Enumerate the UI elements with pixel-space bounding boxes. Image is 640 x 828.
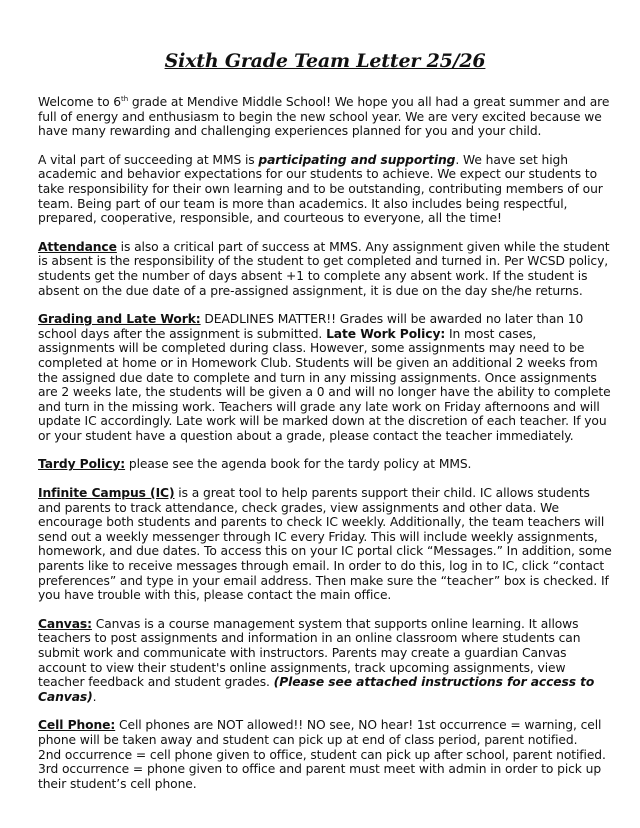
vital-paragraph — [38, 153, 612, 226]
canvas-paragraph — [38, 617, 612, 705]
vital-text-start: A vital part of succeeding at MMS is — [38, 152, 259, 167]
canvas-note: (Please see attached instructions for access to Canvas) — [38, 675, 595, 704]
attendance-paragraph — [38, 240, 612, 298]
attendance-heading: Attendance — [38, 239, 117, 254]
grading-text: DEADLINES MATTER!! Grades will be awarded no later than 10 school days after the assignment is submitted. — [38, 312, 584, 341]
phone-text: Cell phones are NOT allowed!! NO see, NO hear! 1st occurrence = warning, cell phone will be taken away and student can pick up at end of class period, parent notified. — [38, 718, 602, 747]
ordinal-suffix: th — [121, 94, 129, 103]
grading-paragraph — [38, 312, 612, 443]
attendance-text: is also a critical part of success at MMS. Any assignment given while the student is absent is the responsibility of the student to get completed and turned in. Per WCSD policy, students get the number of days absent +1 to complete any absent work. If the student is absent on the due date of a pre-assigned assignment, it is due on the day she/he returns. — [38, 239, 610, 298]
late-work-text: In most cases, assignments will be completed during class. However, some assignments may need to be completed at home or in Homework Club. Students will be given an additional 2 weeks from the assigned due date to complete and turn in any missing assignments. Once assignments are 2 weeks late, the students will be given a 0 and will no longer have the ability to complete and turn in the missing work. Teachers will grade any late work on Friday afternoons and will update IC accordingly. Late work will be marked down at the discretion of each teacher. If you or your student have a question about a grade, please contact the teacher immediately. — [38, 326, 611, 443]
late-work-policy-label: Late Work Policy: — [326, 326, 446, 341]
tardy-text: please see the agenda book for the tardy policy at MMS. — [125, 457, 472, 472]
canvas-end: . — [92, 689, 97, 704]
canvas-text: Canvas is a course management system that supports online learning. It allows teachers to post assignments and information in an online classroom where students can submit work and communicate with instructors. Parents may create a guardian Canvas account to view their student's online assignments, track upcoming assignments, view teacher feedback and student grades. — [38, 616, 581, 690]
welcome-text-start: Welcome to 6 — [38, 95, 122, 109]
grading-heading: Grading and Late Work: — [38, 312, 201, 327]
phone-heading: Cell Phone: — [38, 718, 116, 733]
phone-second-occurrence: 2nd occurrence = cell phone given to office, student can pick up after school, parent notified. — [38, 747, 606, 762]
tardy-paragraph — [38, 457, 612, 472]
welcome-text: grade at Mendive Middle School! We hope you all had a great summer and are full of energy and enthusiasm to begin the new school year. We are very excited because we have many rewarding and challenging experiences planned for you and your child. — [38, 95, 610, 139]
ic-text: is a great tool to help parents support their child. IC allows students and parents to track attendance, check grades, view assignments and other data. We encourage both students and parents to check IC weekly. Additionally, the team teachers will send out a weekly messenger through IC every Friday. This will include weekly assignments, homework, and due dates. To access this on your IC portal click “Messages.” In addition, some parents like to receive messages through email. In order to do this, log in to IC, click “contact preferences” and type in your email address. Then make sure the “teacher” box is checked. If you have trouble with this, please contact the main office. — [38, 486, 612, 603]
tardy-heading: Tardy Policy: — [38, 457, 126, 472]
welcome-paragraph — [38, 95, 612, 139]
phone-third-occurrence: 3rd occurrence = phone given to office and parent must meet with admin in order to pick up their student’s cell phone. — [38, 762, 602, 791]
vital-emphasis: participating and supporting — [258, 152, 456, 167]
canvas-heading: Canvas: — [38, 616, 92, 631]
phone-paragraph — [38, 718, 612, 791]
ic-heading: Infinite Campus (IC) — [38, 486, 175, 501]
letter-title: Sixth Grade Team Letter 25/26 — [164, 50, 486, 72]
ic-paragraph — [38, 486, 612, 603]
vital-text: . We have set high academic and behavior expectations for our students to achieve. We expect our students to take responsibility for their own learning and to be outstanding, contributing members of our team. Being part of our team is more than academics. It also includes being respectful, prepared, cooperative, responsible, and courteous to everyone, all the time! — [38, 152, 603, 226]
